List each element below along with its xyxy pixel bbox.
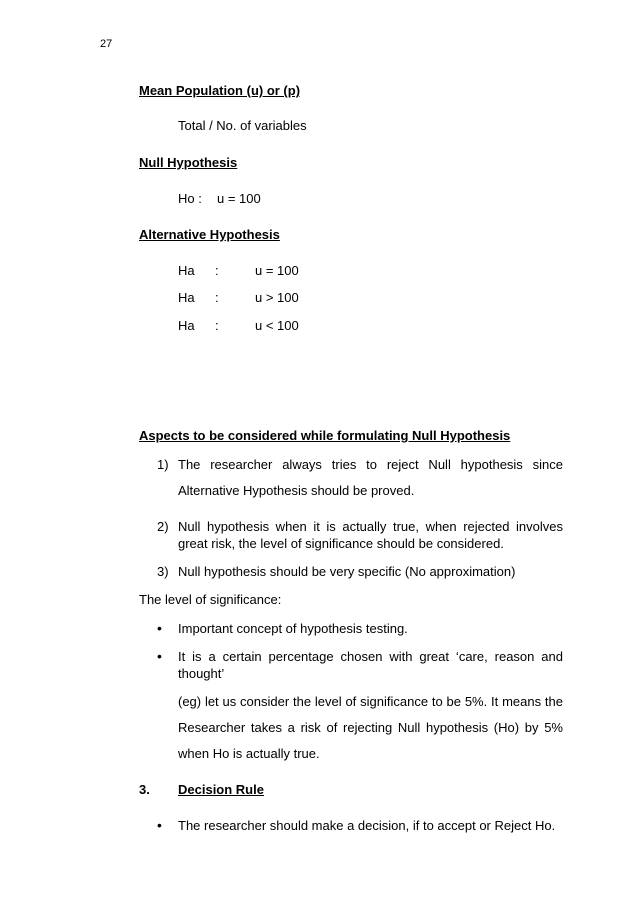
alt-row-separator: : [215,263,219,278]
alt-row-value: u = 100 [255,263,299,278]
alt-row-value: u < 100 [255,318,299,333]
aspect-text-line: great risk, the level of significance should be considered. [178,536,504,551]
significance-example-line: when Ho is actually true. [178,746,320,761]
significance-example-line: Researcher takes a risk of rejecting Null hypothesis (Ho) by 5% [178,720,563,735]
null-hypothesis-value: u = 100 [217,191,261,206]
aspects-heading: Aspects to be considered while formulating Null Hypothesis [139,428,511,443]
alt-row-separator: : [215,290,219,305]
aspect-text-line: Null hypothesis should be very specific (No approximation) [178,564,516,579]
aspect-text-line: Alternative Hypothesis should be proved. [178,483,415,498]
bullet-dot: • [157,620,162,636]
alt-row-label: Ha [178,290,195,305]
alt-row-value: u > 100 [255,290,299,305]
significance-bullet-text: thought’ [178,666,225,681]
bullet-dot: • [157,648,162,664]
alt-row-label: Ha [178,263,195,278]
alt-row-label: Ha [178,318,195,333]
significance-example-line: (eg) let us consider the level of significance to be 5%. It means the [178,694,563,709]
significance-intro: The level of significance: [139,592,282,607]
bullet-dot: • [157,817,162,833]
aspect-number: 2) [157,519,169,534]
decision-rule-heading: Decision Rule [178,782,264,797]
aspect-number: 1) [157,457,169,472]
alt-row-separator: : [215,318,219,333]
aspect-text-line: Null hypothesis when it is actually true, when rejected involves [178,519,563,534]
mean-formula: Total / No. of variables [178,118,307,133]
mean-population-heading: Mean Population (u) or (p) [139,83,301,98]
alternative-hypothesis-heading: Alternative Hypothesis [139,227,280,242]
decision-bullet-text: The researcher should make a decision, if to accept or Reject Ho. [178,818,556,833]
significance-bullet-text: Important concept of hypothesis testing. [178,621,408,636]
decision-rule-number: 3. [139,782,150,797]
significance-bullet-text: It is a certain percentage chosen with great ‘care, reason and [178,649,563,664]
page-number: 27 [100,38,113,50]
aspect-text-line: The researcher always tries to reject Null hypothesis since [178,457,563,472]
aspect-number: 3) [157,564,169,579]
null-hypothesis-heading: Null Hypothesis [139,155,238,170]
null-hypothesis-label: Ho : [178,191,202,206]
